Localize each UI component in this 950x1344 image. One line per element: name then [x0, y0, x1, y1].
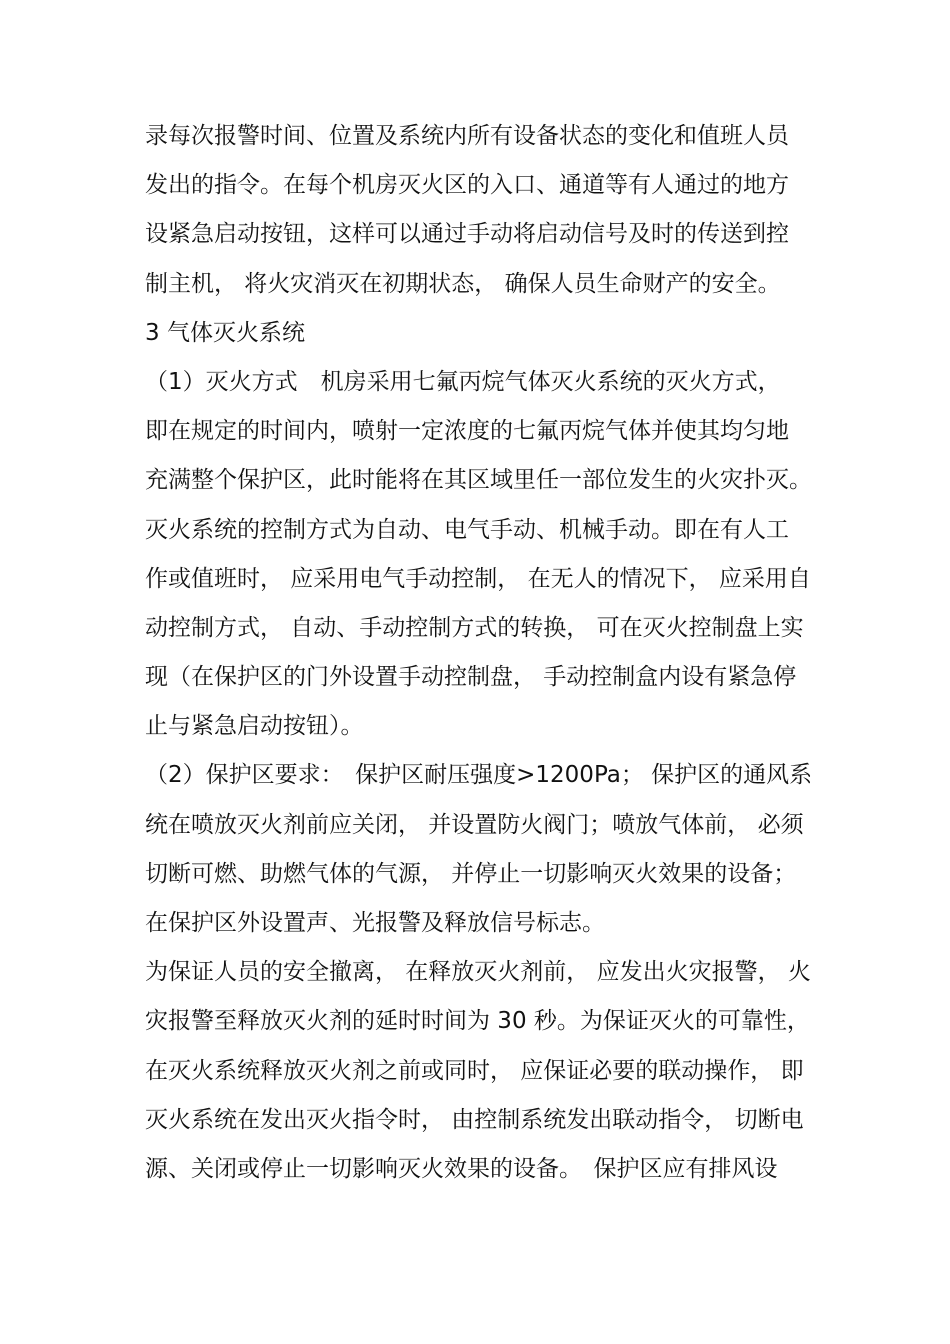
text-line: 统在喷放灭火剂前应关闭， 并设置防火阀门；喷放气体前， 必须 [145, 811, 804, 838]
text-line: 灭火系统在发出灭火指令时， 由控制系统发出联动指令， 切断电 [145, 1106, 804, 1133]
body-text [145, 112, 825, 1194]
text-line: 即在规定的时间内，喷射一定浓度的七氟丙烷气体并使其均匀地 [145, 418, 789, 445]
text-line: 动控制方式， 自动、手动控制方式的转换， 可在灭火控制盘上实 [145, 614, 804, 641]
text-line: 作或值班时， 应采用电气手动控制， 在无人的情况下， 应采用自 [145, 565, 811, 592]
text-line: 发出的指令。在每个机房灭火区的入口、通道等有人通过的地方 [145, 172, 789, 199]
text-line: 灾报警至释放灭火剂的延时时间为 30 秒。为保证灭火的可靠性， [145, 1008, 810, 1035]
text-line: 为保证人员的安全撤离， 在释放灭火剂前， 应发出火灾报警， 火 [145, 959, 811, 986]
text-line: 设紧急启动按钮，这样可以通过手动将启动信号及时的传送到控 [145, 221, 789, 248]
text-line: 在保护区外设置声、光报警及释放信号标志。 [145, 910, 605, 936]
text-line: 制主机， 将火灾消灭在初期状态， 确保人员生命财产的安全。 [145, 270, 781, 297]
text-line: 源、关闭或停止一切影响灭火效果的设备。 保护区应有排风设 [145, 1155, 778, 1182]
text-line: 灭火系统的控制方式为自动、电气手动、机械手动。即在有人工 [145, 516, 789, 543]
text-line: 切断可燃、助燃气体的气源， 并停止一切影响灭火效果的设备； [145, 860, 797, 887]
text-line: 现（在保护区的门外设置手动控制盘， 手动控制盒内设有紧急停 [145, 664, 797, 691]
section-heading: 3 气体灭火系统 [145, 319, 305, 346]
text-line: 充满整个保护区，此时能将在其区域里任一部位发生的火灾扑灭。 [145, 467, 812, 494]
text-line: 录每次报警时间、位置及系统内所有设备状态的变化和值班人员 [145, 123, 789, 149]
text-line: （2）保护区要求： 保护区耐压强度>1200Pa； 保护区的通风系 [145, 762, 813, 789]
text-line: 止与紧急启动按钮）。 [145, 713, 364, 740]
text-line: 在灭火系统释放灭火剂之前或同时， 应保证必要的联动操作， 即 [145, 1057, 804, 1084]
text-line: （1）灭火方式 机房采用七氟丙烷气体灭火系统的灭火方式， [145, 368, 781, 395]
